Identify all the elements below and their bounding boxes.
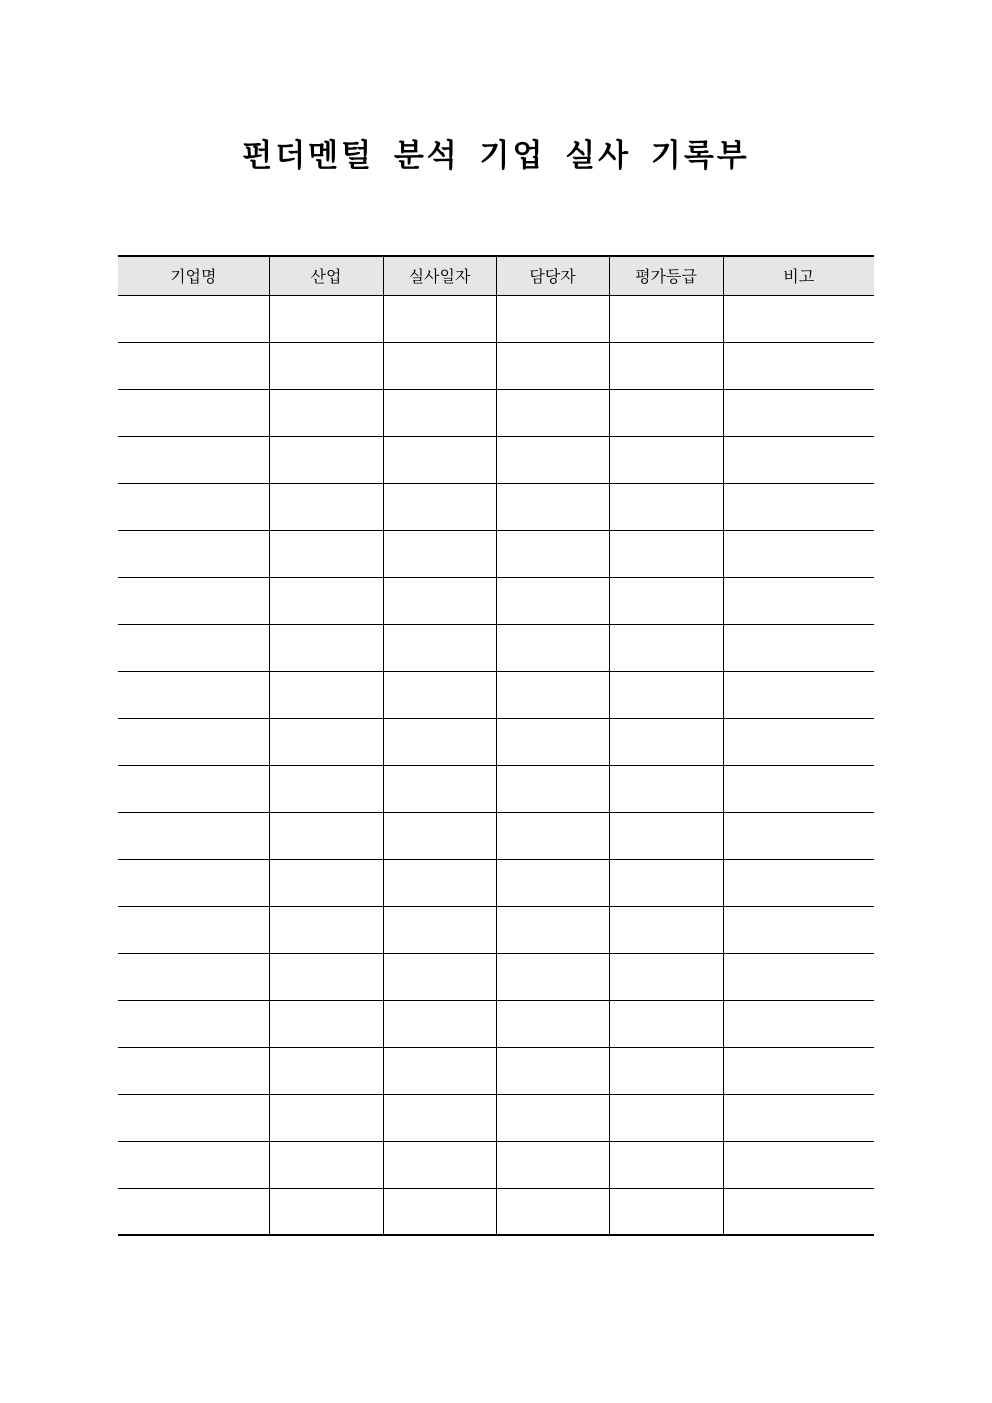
inspection-date-cell[interactable]: [383, 1141, 496, 1188]
header-person-in-charge: 담당자: [496, 256, 609, 295]
remarks-cell[interactable]: [723, 765, 874, 812]
industry-cell[interactable]: [269, 483, 383, 530]
table-row: [118, 718, 874, 765]
industry-cell[interactable]: [269, 577, 383, 624]
company-name-cell[interactable]: [118, 389, 269, 436]
company-name-cell[interactable]: [118, 953, 269, 1000]
industry-cell[interactable]: [269, 530, 383, 577]
table-row: [118, 295, 874, 342]
remarks-cell[interactable]: [723, 436, 874, 483]
industry-cell[interactable]: [269, 1141, 383, 1188]
remarks-cell[interactable]: [723, 1188, 874, 1235]
company-name-cell[interactable]: [118, 1047, 269, 1094]
person-in-charge-cell[interactable]: [496, 577, 609, 624]
person-in-charge-cell[interactable]: [496, 906, 609, 953]
inspection-date-cell[interactable]: [383, 436, 496, 483]
remarks-cell[interactable]: [723, 530, 874, 577]
industry-cell[interactable]: [269, 859, 383, 906]
header-company-name: 기업명: [118, 256, 269, 295]
person-in-charge-cell[interactable]: [496, 1141, 609, 1188]
table-row: [118, 671, 874, 718]
company-name-cell[interactable]: [118, 765, 269, 812]
rating-cell[interactable]: [609, 953, 723, 1000]
person-in-charge-cell[interactable]: [496, 342, 609, 389]
person-in-charge-cell[interactable]: [496, 483, 609, 530]
inspection-date-cell[interactable]: [383, 530, 496, 577]
industry-cell[interactable]: [269, 953, 383, 1000]
company-name-cell[interactable]: [118, 718, 269, 765]
industry-cell[interactable]: [269, 342, 383, 389]
table-row: [118, 483, 874, 530]
remarks-cell[interactable]: [723, 718, 874, 765]
company-name-cell[interactable]: [118, 906, 269, 953]
remarks-cell[interactable]: [723, 812, 874, 859]
company-name-cell[interactable]: [118, 295, 269, 342]
remarks-cell[interactable]: [723, 1094, 874, 1141]
rating-cell[interactable]: [609, 436, 723, 483]
table-row: [118, 1047, 874, 1094]
remarks-cell[interactable]: [723, 342, 874, 389]
company-name-cell[interactable]: [118, 1188, 269, 1235]
industry-cell[interactable]: [269, 1188, 383, 1235]
record-table: [118, 255, 874, 1236]
inspection-date-cell[interactable]: [383, 859, 496, 906]
rating-cell[interactable]: [609, 812, 723, 859]
table-row: [118, 389, 874, 436]
rating-cell[interactable]: [609, 483, 723, 530]
rating-cell[interactable]: [609, 765, 723, 812]
rating-cell[interactable]: [609, 859, 723, 906]
company-name-cell[interactable]: [118, 1000, 269, 1047]
table-row: [118, 436, 874, 483]
person-in-charge-cell[interactable]: [496, 671, 609, 718]
remarks-cell[interactable]: [723, 953, 874, 1000]
remarks-cell[interactable]: [723, 295, 874, 342]
rating-cell[interactable]: [609, 1188, 723, 1235]
header-rating: 평가등급: [609, 256, 723, 295]
person-in-charge-cell[interactable]: [496, 812, 609, 859]
company-name-cell[interactable]: [118, 577, 269, 624]
company-name-cell[interactable]: [118, 624, 269, 671]
header-remarks: 비고: [723, 256, 874, 295]
table-body: [118, 295, 874, 1235]
table-row: [118, 953, 874, 1000]
table-row: [118, 624, 874, 671]
industry-cell[interactable]: [269, 624, 383, 671]
person-in-charge-cell[interactable]: [496, 1094, 609, 1141]
company-name-cell[interactable]: [118, 342, 269, 389]
company-name-cell[interactable]: [118, 812, 269, 859]
inspection-date-cell[interactable]: [383, 1047, 496, 1094]
header-industry: 산업: [269, 256, 383, 295]
rating-cell[interactable]: [609, 718, 723, 765]
industry-cell[interactable]: [269, 812, 383, 859]
table-row: [118, 1141, 874, 1188]
table-header-row: [118, 256, 874, 295]
company-name-cell[interactable]: [118, 859, 269, 906]
rating-cell[interactable]: [609, 295, 723, 342]
inspection-date-cell[interactable]: [383, 342, 496, 389]
inspection-date-cell[interactable]: [383, 953, 496, 1000]
remarks-cell[interactable]: [723, 1047, 874, 1094]
company-name-cell[interactable]: [118, 1094, 269, 1141]
industry-cell[interactable]: [269, 1047, 383, 1094]
rating-cell[interactable]: [609, 671, 723, 718]
inspection-date-cell[interactable]: [383, 812, 496, 859]
inspection-date-cell[interactable]: [383, 389, 496, 436]
table-row: [118, 1188, 874, 1235]
person-in-charge-cell[interactable]: [496, 1047, 609, 1094]
company-name-cell[interactable]: [118, 436, 269, 483]
header-inspection-date: 실사일자: [383, 256, 496, 295]
company-name-cell[interactable]: [118, 671, 269, 718]
table-row: [118, 577, 874, 624]
rating-cell[interactable]: [609, 577, 723, 624]
remarks-cell[interactable]: [723, 483, 874, 530]
rating-cell[interactable]: [609, 624, 723, 671]
inspection-date-cell[interactable]: [383, 718, 496, 765]
remarks-cell[interactable]: [723, 1000, 874, 1047]
inspection-date-cell[interactable]: [383, 906, 496, 953]
industry-cell[interactable]: [269, 1094, 383, 1141]
person-in-charge-cell[interactable]: [496, 389, 609, 436]
rating-cell[interactable]: [609, 1047, 723, 1094]
rating-cell[interactable]: [609, 342, 723, 389]
table-row: [118, 765, 874, 812]
person-in-charge-cell[interactable]: [496, 718, 609, 765]
person-in-charge-cell[interactable]: [496, 624, 609, 671]
inspection-date-cell[interactable]: [383, 671, 496, 718]
person-in-charge-cell[interactable]: [496, 859, 609, 906]
industry-cell[interactable]: [269, 389, 383, 436]
inspection-date-cell[interactable]: [383, 624, 496, 671]
table-row: [118, 859, 874, 906]
remarks-cell[interactable]: [723, 577, 874, 624]
table-row: [118, 1000, 874, 1047]
remarks-cell[interactable]: [723, 624, 874, 671]
remarks-cell[interactable]: [723, 1141, 874, 1188]
person-in-charge-cell[interactable]: [496, 765, 609, 812]
table-row: [118, 1094, 874, 1141]
table-row: [118, 342, 874, 389]
rating-cell[interactable]: [609, 389, 723, 436]
inspection-date-cell[interactable]: [383, 765, 496, 812]
table-row: [118, 906, 874, 953]
page-title: 펀더멘털 분석 기업 실사 기록부: [242, 138, 750, 174]
rating-cell[interactable]: [609, 1141, 723, 1188]
remarks-cell[interactable]: [723, 906, 874, 953]
inspection-date-cell[interactable]: [383, 1000, 496, 1047]
inspection-date-cell[interactable]: [383, 577, 496, 624]
industry-cell[interactable]: [269, 671, 383, 718]
company-name-cell[interactable]: [118, 1141, 269, 1188]
remarks-cell[interactable]: [723, 389, 874, 436]
inspection-date-cell[interactable]: [383, 295, 496, 342]
table-row: [118, 812, 874, 859]
industry-cell[interactable]: [269, 765, 383, 812]
person-in-charge-cell[interactable]: [496, 530, 609, 577]
person-in-charge-cell[interactable]: [496, 436, 609, 483]
industry-cell[interactable]: [269, 436, 383, 483]
rating-cell[interactable]: [609, 530, 723, 577]
person-in-charge-cell[interactable]: [496, 295, 609, 342]
inspection-date-cell[interactable]: [383, 1188, 496, 1235]
company-name-cell[interactable]: [118, 483, 269, 530]
industry-cell[interactable]: [269, 1000, 383, 1047]
industry-cell[interactable]: [269, 295, 383, 342]
person-in-charge-cell[interactable]: [496, 1000, 609, 1047]
remarks-cell[interactable]: [723, 859, 874, 906]
industry-cell[interactable]: [269, 906, 383, 953]
rating-cell[interactable]: [609, 906, 723, 953]
inspection-date-cell[interactable]: [383, 483, 496, 530]
remarks-cell[interactable]: [723, 671, 874, 718]
industry-cell[interactable]: [269, 718, 383, 765]
rating-cell[interactable]: [609, 1000, 723, 1047]
table-row: [118, 530, 874, 577]
rating-cell[interactable]: [609, 1094, 723, 1141]
inspection-date-cell[interactable]: [383, 1094, 496, 1141]
person-in-charge-cell[interactable]: [496, 953, 609, 1000]
person-in-charge-cell[interactable]: [496, 1188, 609, 1235]
company-name-cell[interactable]: [118, 530, 269, 577]
